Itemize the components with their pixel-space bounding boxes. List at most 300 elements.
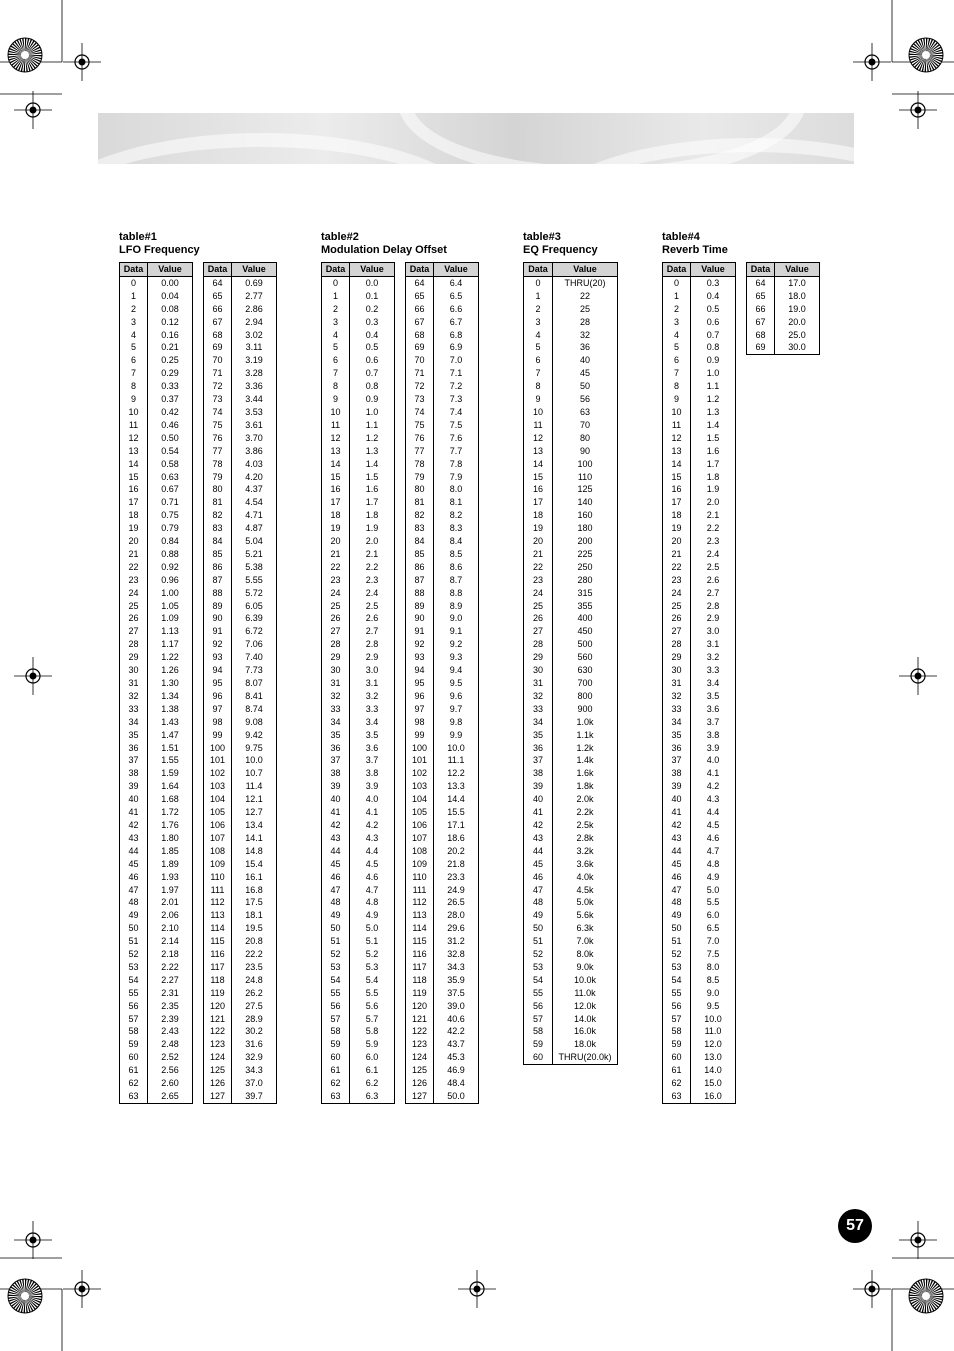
value-cell: 1.72 bbox=[148, 806, 193, 819]
data-cell: 14 bbox=[524, 458, 553, 471]
value-cell: 3.5 bbox=[350, 729, 395, 742]
value-cell: 8.9 bbox=[434, 600, 479, 613]
table3-col1 bbox=[523, 262, 618, 1065]
data-cell: 40 bbox=[663, 793, 691, 806]
table-row bbox=[663, 354, 736, 367]
value-cell: 6.05 bbox=[232, 600, 277, 613]
table-row bbox=[120, 858, 193, 871]
data-cell: 48 bbox=[120, 896, 148, 909]
table-row bbox=[120, 793, 193, 806]
table-row bbox=[663, 316, 736, 329]
value-cell: 3.19 bbox=[232, 354, 277, 367]
data-cell: 64 bbox=[406, 276, 434, 289]
data-cell: 60 bbox=[120, 1051, 148, 1064]
value-cell: 1.17 bbox=[148, 638, 193, 651]
table-row bbox=[204, 548, 277, 561]
table-row bbox=[524, 832, 618, 845]
value-cell: 3.2 bbox=[350, 690, 395, 703]
data-cell: 103 bbox=[406, 780, 434, 793]
value-cell: 1.59 bbox=[148, 767, 193, 780]
data-cell: 25 bbox=[120, 600, 148, 613]
value-cell: 0.3 bbox=[350, 316, 395, 329]
data-cell: 55 bbox=[120, 987, 148, 1000]
value-cell: 2.9 bbox=[691, 612, 736, 625]
data-cell: 36 bbox=[663, 742, 691, 755]
value-cell: 0.69 bbox=[232, 276, 277, 289]
table-row bbox=[524, 819, 618, 832]
data-cell: 75 bbox=[406, 419, 434, 432]
value-cell: 2.27 bbox=[148, 974, 193, 987]
data-cell: 44 bbox=[524, 845, 553, 858]
data-cell: 45 bbox=[322, 858, 350, 871]
data-cell: 27 bbox=[524, 625, 553, 638]
data-cell: 76 bbox=[406, 432, 434, 445]
value-cell: 1.0k bbox=[553, 716, 618, 729]
value-cell: 14.4 bbox=[434, 793, 479, 806]
value-cell: 1.80 bbox=[148, 832, 193, 845]
data-cell: 59 bbox=[524, 1038, 553, 1051]
value-cell: 40.6 bbox=[434, 1013, 479, 1026]
data-cell: 1 bbox=[663, 290, 691, 303]
data-cell: 50 bbox=[322, 922, 350, 935]
data-cell: 24 bbox=[663, 587, 691, 600]
data-cell: 123 bbox=[204, 1038, 232, 1051]
value-cell: 0.42 bbox=[148, 406, 193, 419]
table3-title: EQ Frequency bbox=[523, 244, 598, 256]
table-row bbox=[524, 509, 618, 522]
data-cell: 42 bbox=[663, 819, 691, 832]
value-cell: 0.7 bbox=[350, 367, 395, 380]
value-cell: 6.0 bbox=[350, 1051, 395, 1064]
data-cell: 14 bbox=[120, 458, 148, 471]
data-cell: 47 bbox=[524, 884, 553, 897]
data-header: Data bbox=[322, 263, 350, 277]
value-cell: 0.63 bbox=[148, 471, 193, 484]
table-row bbox=[524, 703, 618, 716]
data-cell: 42 bbox=[120, 819, 148, 832]
table-row bbox=[204, 832, 277, 845]
table-row bbox=[204, 948, 277, 961]
data-cell: 81 bbox=[406, 496, 434, 509]
table-row bbox=[120, 587, 193, 600]
table-row bbox=[663, 367, 736, 380]
value-cell: 4.3 bbox=[350, 832, 395, 845]
table-row bbox=[120, 393, 193, 406]
value-cell: 24.8 bbox=[232, 974, 277, 987]
table-row bbox=[524, 1051, 618, 1064]
data-cell: 16 bbox=[322, 483, 350, 496]
table-row bbox=[524, 329, 618, 342]
value-cell: 0.4 bbox=[350, 329, 395, 342]
data-cell: 116 bbox=[406, 948, 434, 961]
value-cell: 0.54 bbox=[148, 445, 193, 458]
value-cell: 15.5 bbox=[434, 806, 479, 819]
value-cell: 1.9 bbox=[691, 483, 736, 496]
value-cell: 2.77 bbox=[232, 290, 277, 303]
value-header: Value bbox=[691, 263, 736, 277]
value-cell: 4.2 bbox=[350, 819, 395, 832]
value-cell: 8.2 bbox=[434, 509, 479, 522]
value-cell: 14.1 bbox=[232, 832, 277, 845]
table-row bbox=[120, 742, 193, 755]
starburst-bottom-right-icon bbox=[906, 1276, 946, 1316]
data-cell: 31 bbox=[120, 677, 148, 690]
value-cell: 48.4 bbox=[434, 1077, 479, 1090]
value-cell: 8.1 bbox=[434, 496, 479, 509]
value-cell: 2.22 bbox=[148, 961, 193, 974]
table-row bbox=[524, 393, 618, 406]
data-cell: 25 bbox=[524, 600, 553, 613]
value-cell: 8.0k bbox=[553, 948, 618, 961]
value-cell: 2.8 bbox=[350, 638, 395, 651]
table-row bbox=[204, 806, 277, 819]
value-cell: 7.1 bbox=[434, 367, 479, 380]
data-cell: 34 bbox=[322, 716, 350, 729]
data-cell: 31 bbox=[524, 677, 553, 690]
data-cell: 30 bbox=[663, 664, 691, 677]
table-row bbox=[406, 754, 479, 767]
value-cell: 4.71 bbox=[232, 509, 277, 522]
table-row bbox=[120, 690, 193, 703]
value-cell: 4.5 bbox=[350, 858, 395, 871]
value-cell: 1.4 bbox=[350, 458, 395, 471]
value-cell: 25 bbox=[553, 303, 618, 316]
data-cell: 9 bbox=[120, 393, 148, 406]
data-cell: 60 bbox=[322, 1051, 350, 1064]
value-cell: 7.5 bbox=[691, 948, 736, 961]
data-cell: 10 bbox=[663, 406, 691, 419]
value-cell: 6.3k bbox=[553, 922, 618, 935]
table-row bbox=[322, 458, 395, 471]
value-cell: 4.5k bbox=[553, 884, 618, 897]
value-cell: 2.3 bbox=[350, 574, 395, 587]
table-row bbox=[747, 329, 820, 342]
data-cell: 61 bbox=[663, 1064, 691, 1077]
value-cell: 7.0k bbox=[553, 935, 618, 948]
table-row bbox=[120, 896, 193, 909]
table-row bbox=[322, 961, 395, 974]
value-cell: 0.71 bbox=[148, 496, 193, 509]
data-cell: 85 bbox=[204, 548, 232, 561]
table-row bbox=[322, 1013, 395, 1026]
value-cell: 17.5 bbox=[232, 896, 277, 909]
data-cell: 52 bbox=[524, 948, 553, 961]
table-row bbox=[322, 871, 395, 884]
value-cell: 9.6 bbox=[434, 690, 479, 703]
data-cell: 29 bbox=[322, 651, 350, 664]
data-cell: 120 bbox=[204, 1000, 232, 1013]
table-row bbox=[322, 767, 395, 780]
data-cell: 35 bbox=[663, 729, 691, 742]
table-row bbox=[322, 832, 395, 845]
data-cell: 43 bbox=[120, 832, 148, 845]
data-cell: 103 bbox=[204, 780, 232, 793]
data-cell: 22 bbox=[663, 561, 691, 574]
table-row bbox=[663, 458, 736, 471]
data-cell: 56 bbox=[120, 1000, 148, 1013]
data-cell: 61 bbox=[120, 1064, 148, 1077]
value-cell: 80 bbox=[553, 432, 618, 445]
value-cell: 2.2 bbox=[691, 522, 736, 535]
data-cell: 14 bbox=[322, 458, 350, 471]
table-row bbox=[322, 303, 395, 316]
data-cell: 58 bbox=[524, 1025, 553, 1038]
data-cell: 43 bbox=[663, 832, 691, 845]
table-row bbox=[524, 522, 618, 535]
data-cell: 109 bbox=[204, 858, 232, 871]
table-row bbox=[204, 471, 277, 484]
data-header: Data bbox=[204, 263, 232, 277]
table-row bbox=[120, 496, 193, 509]
table-row bbox=[663, 380, 736, 393]
table-row bbox=[322, 406, 395, 419]
table-row bbox=[406, 664, 479, 677]
table-row bbox=[663, 406, 736, 419]
value-cell: 31.6 bbox=[232, 1038, 277, 1051]
value-cell: 3.4 bbox=[691, 677, 736, 690]
table-row bbox=[663, 471, 736, 484]
value-cell: 500 bbox=[553, 638, 618, 651]
value-cell: 7.2 bbox=[434, 380, 479, 393]
table-row bbox=[663, 587, 736, 600]
table-row bbox=[663, 329, 736, 342]
value-cell: 7.0 bbox=[434, 354, 479, 367]
data-cell: 52 bbox=[322, 948, 350, 961]
data-cell: 100 bbox=[406, 742, 434, 755]
table-row bbox=[204, 276, 277, 289]
data-cell: 126 bbox=[406, 1077, 434, 1090]
table-row bbox=[524, 677, 618, 690]
data-cell: 40 bbox=[120, 793, 148, 806]
table-row bbox=[120, 1013, 193, 1026]
value-cell: 8.5 bbox=[691, 974, 736, 987]
data-cell: 111 bbox=[204, 884, 232, 897]
data-cell: 38 bbox=[120, 767, 148, 780]
data-cell: 9 bbox=[524, 393, 553, 406]
value-cell: 22.2 bbox=[232, 948, 277, 961]
table-row bbox=[120, 754, 193, 767]
table-row bbox=[406, 832, 479, 845]
table-row bbox=[663, 445, 736, 458]
table-row bbox=[524, 638, 618, 651]
value-cell: 0.84 bbox=[148, 535, 193, 548]
table-row bbox=[322, 316, 395, 329]
table-row bbox=[204, 677, 277, 690]
table-row bbox=[322, 858, 395, 871]
table-row bbox=[120, 432, 193, 445]
data-cell: 104 bbox=[204, 793, 232, 806]
data-cell: 13 bbox=[663, 445, 691, 458]
table-row bbox=[663, 664, 736, 677]
value-cell: 8.07 bbox=[232, 677, 277, 690]
value-cell: 630 bbox=[553, 664, 618, 677]
value-header: Value bbox=[775, 263, 820, 277]
data-cell: 56 bbox=[524, 1000, 553, 1013]
table-row bbox=[524, 974, 618, 987]
table-row bbox=[406, 587, 479, 600]
value-cell: 1.4k bbox=[553, 754, 618, 767]
data-cell: 18 bbox=[524, 509, 553, 522]
data-cell: 20 bbox=[322, 535, 350, 548]
table-row bbox=[663, 806, 736, 819]
table-row bbox=[204, 483, 277, 496]
value-cell: 1.6k bbox=[553, 767, 618, 780]
table-row bbox=[524, 806, 618, 819]
value-cell: 3.9 bbox=[350, 780, 395, 793]
value-cell: 90 bbox=[553, 445, 618, 458]
table-row bbox=[120, 1090, 193, 1103]
table-row bbox=[524, 316, 618, 329]
table-row bbox=[322, 716, 395, 729]
value-cell: 5.0 bbox=[691, 884, 736, 897]
value-cell: 0.08 bbox=[148, 303, 193, 316]
value-cell: 2.35 bbox=[148, 1000, 193, 1013]
data-cell: 29 bbox=[524, 651, 553, 664]
value-cell: 2.56 bbox=[148, 1064, 193, 1077]
value-cell: 9.4 bbox=[434, 664, 479, 677]
table-row bbox=[322, 1051, 395, 1064]
value-cell: 7.4 bbox=[434, 406, 479, 419]
value-cell: 4.6 bbox=[691, 832, 736, 845]
table-row bbox=[204, 754, 277, 767]
table-row bbox=[406, 716, 479, 729]
table-row bbox=[120, 483, 193, 496]
table-row bbox=[204, 961, 277, 974]
table-row bbox=[406, 987, 479, 1000]
value-cell: 11.0 bbox=[691, 1025, 736, 1038]
table-row bbox=[204, 1090, 277, 1103]
value-cell: 4.87 bbox=[232, 522, 277, 535]
value-cell: 2.0k bbox=[553, 793, 618, 806]
table-row bbox=[406, 316, 479, 329]
data-cell: 114 bbox=[204, 922, 232, 935]
value-cell: 3.0 bbox=[691, 625, 736, 638]
data-cell: 47 bbox=[322, 884, 350, 897]
data-cell: 0 bbox=[663, 276, 691, 289]
data-cell: 16 bbox=[663, 483, 691, 496]
value-cell: 0.7 bbox=[691, 329, 736, 342]
value-cell: 1.2 bbox=[350, 432, 395, 445]
data-cell: 2 bbox=[524, 303, 553, 316]
starburst-top-left-icon bbox=[5, 35, 45, 75]
value-cell: 10.0 bbox=[434, 742, 479, 755]
table-row bbox=[524, 884, 618, 897]
table4-title-block bbox=[662, 231, 728, 257]
table-row bbox=[120, 884, 193, 897]
data-cell: 67 bbox=[406, 316, 434, 329]
value-cell: 7.06 bbox=[232, 638, 277, 651]
data-cell: 69 bbox=[204, 341, 232, 354]
data-cell: 22 bbox=[322, 561, 350, 574]
value-cell: 7.7 bbox=[434, 445, 479, 458]
value-cell: 6.1 bbox=[350, 1064, 395, 1077]
value-cell: 10.0 bbox=[232, 754, 277, 767]
table-row bbox=[120, 535, 193, 548]
table-row bbox=[322, 483, 395, 496]
table-row bbox=[406, 793, 479, 806]
table-row bbox=[204, 884, 277, 897]
table-row bbox=[322, 819, 395, 832]
table-row bbox=[663, 1051, 736, 1064]
table-row bbox=[322, 367, 395, 380]
data-cell: 51 bbox=[120, 935, 148, 948]
value-cell: 2.5k bbox=[553, 819, 618, 832]
data-cell: 3 bbox=[322, 316, 350, 329]
data-header: Data bbox=[747, 263, 775, 277]
value-cell: 0.88 bbox=[148, 548, 193, 561]
value-cell: 2.06 bbox=[148, 909, 193, 922]
data-cell: 16 bbox=[524, 483, 553, 496]
value-cell: 10.7 bbox=[232, 767, 277, 780]
table-row bbox=[204, 393, 277, 406]
data-cell: 93 bbox=[406, 651, 434, 664]
value-cell: 0.12 bbox=[148, 316, 193, 329]
data-cell: 51 bbox=[524, 935, 553, 948]
value-cell: 0.16 bbox=[148, 329, 193, 342]
data-cell: 120 bbox=[406, 1000, 434, 1013]
data-cell: 57 bbox=[663, 1013, 691, 1026]
table4-col2 bbox=[746, 262, 820, 355]
data-cell: 68 bbox=[747, 329, 775, 342]
data-cell: 4 bbox=[663, 329, 691, 342]
value-cell: 5.5 bbox=[350, 987, 395, 1000]
table1-title: LFO Frequency bbox=[119, 244, 200, 256]
data-cell: 63 bbox=[663, 1090, 691, 1103]
table-row bbox=[120, 767, 193, 780]
data-cell: 13 bbox=[120, 445, 148, 458]
data-cell: 36 bbox=[524, 742, 553, 755]
value-cell: 2.8 bbox=[691, 600, 736, 613]
data-cell: 50 bbox=[663, 922, 691, 935]
data-cell: 60 bbox=[663, 1051, 691, 1064]
table-row bbox=[120, 600, 193, 613]
table-row bbox=[524, 625, 618, 638]
table-row bbox=[120, 1000, 193, 1013]
data-cell: 9 bbox=[322, 393, 350, 406]
value-cell: 32.8 bbox=[434, 948, 479, 961]
data-cell: 49 bbox=[524, 909, 553, 922]
value-cell: 1.2k bbox=[553, 742, 618, 755]
value-cell: 12.0k bbox=[553, 1000, 618, 1013]
table-row bbox=[663, 1013, 736, 1026]
value-cell: 18.1 bbox=[232, 909, 277, 922]
table-row bbox=[524, 1025, 618, 1038]
value-cell: 5.5 bbox=[691, 896, 736, 909]
table-row bbox=[204, 935, 277, 948]
table-row bbox=[663, 1090, 736, 1103]
data-cell: 37 bbox=[663, 754, 691, 767]
value-cell: 6.5 bbox=[691, 922, 736, 935]
table-row bbox=[524, 354, 618, 367]
data-cell: 2 bbox=[322, 303, 350, 316]
value-cell: 37.5 bbox=[434, 987, 479, 1000]
table-row bbox=[524, 367, 618, 380]
data-cell: 97 bbox=[204, 703, 232, 716]
registration-mark-icon bbox=[13, 656, 53, 696]
value-cell: 63 bbox=[553, 406, 618, 419]
table-row bbox=[204, 535, 277, 548]
value-cell: 9.0 bbox=[434, 612, 479, 625]
value-cell: 11.1 bbox=[434, 754, 479, 767]
table-row bbox=[204, 1077, 277, 1090]
data-cell: 24 bbox=[322, 587, 350, 600]
table4-col1 bbox=[662, 262, 736, 1104]
value-cell: 3.53 bbox=[232, 406, 277, 419]
data-cell: 90 bbox=[406, 612, 434, 625]
table-row bbox=[120, 354, 193, 367]
data-cell: 15 bbox=[120, 471, 148, 484]
value-cell: 3.7 bbox=[691, 716, 736, 729]
